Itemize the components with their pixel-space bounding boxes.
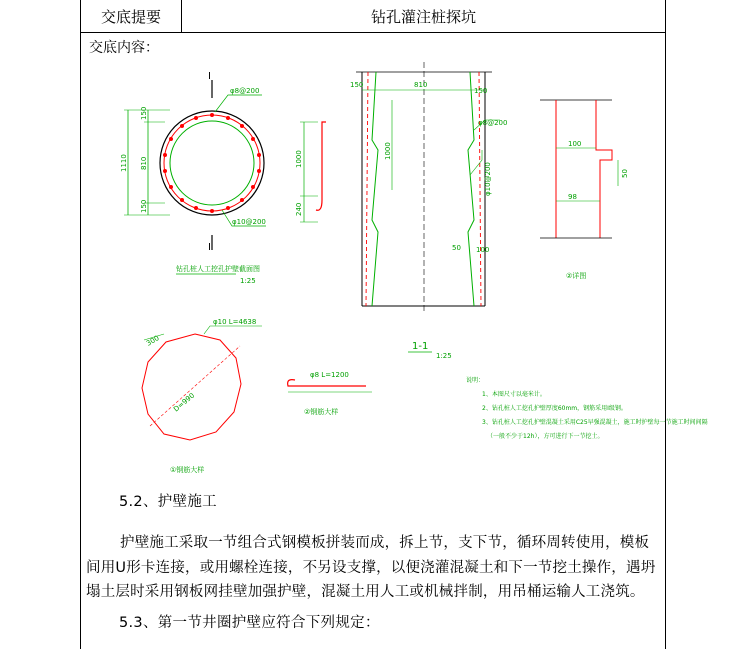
ring-label: φ10 L=4638: [213, 318, 257, 326]
bar1-dim-2: 240: [295, 202, 303, 216]
section-5-2-body: 护壁施工采取一节组合式钢模板拼装而成，拆上节，支下节，循环周转使用，模板间用U形卡连接，或用螺栓连接，不另设支撑，以便浇灌混凝土和下一节挖土操作，遇坍塌土层时采用钢板网挂壁加强护壁，混凝土用人工或机械拌制，用吊桶运输人工浇筑。: [86, 535, 656, 600]
detail-dim-50: 50: [621, 169, 629, 178]
bar-shape-2: [288, 371, 372, 416]
header-left-label: 交底提要: [81, 0, 182, 32]
ring-short: 300: [145, 334, 161, 348]
note-2: 2、钻孔桩人工挖孔护壁厚度60mm，钢筋采用I级钢。: [482, 405, 627, 412]
notes-title: 说明：: [466, 377, 485, 384]
section-dim-mid: 810: [414, 81, 428, 89]
section-mark-bottom: I: [208, 242, 211, 253]
plan-rebar-top: φ8@200: [230, 87, 260, 95]
bar2-title: ②钢筋大样: [304, 408, 339, 416]
detail-dim-100: 100: [568, 140, 582, 148]
plan-title: 钻孔桩人工挖孔护壁截面图: [176, 265, 260, 273]
ring-detail: [142, 318, 262, 474]
plan-scale: 1:25: [240, 277, 256, 285]
plan-dim-top: 150: [140, 106, 148, 120]
plan-dim-mid: 810: [140, 156, 148, 170]
header-title: 钻孔灌注桩探坑: [370, 7, 476, 26]
section-scale: 1:25: [436, 352, 452, 360]
section-dim-inner: 1000: [384, 142, 392, 160]
plan-dim-bottom: 150: [140, 199, 148, 213]
joint-detail: [540, 100, 629, 280]
note-4: （一般不少于12h），方可进行下一节挖土。: [487, 433, 604, 440]
section-rebar-b: φ10@200: [484, 162, 492, 196]
ring-title: ①钢筋大样: [170, 466, 205, 474]
section-dim-b2: 100: [476, 246, 490, 254]
bar1-dim-1: 1000: [295, 150, 303, 168]
section-rebar-a: φ8@200: [478, 119, 508, 127]
section-mark-top: I: [208, 71, 211, 82]
note-1: 1、本图尺寸以毫米计。: [482, 391, 546, 398]
plan-dim-total: 1110: [120, 154, 128, 172]
section-5-3-heading: 5.3、第一节井圈护壁应符合下列规定：: [119, 615, 380, 631]
section-dim-b1: 50: [452, 244, 461, 252]
bar-shape-1: [295, 122, 326, 222]
drawing-notes: [466, 376, 708, 440]
section-5-2-heading: 5.2、护壁施工: [119, 494, 217, 510]
section-dim-right: 150: [474, 87, 488, 95]
detail-title: ②详图: [566, 272, 587, 280]
section-title: 1-1: [412, 341, 429, 352]
plan-rebar-bottom: φ10@200: [232, 218, 266, 226]
note-3: 3、钻孔桩人工挖孔护壁混凝土采用C25早强混凝土，施工时护壁每一节施工时间间隔: [482, 419, 708, 426]
content-label: 交底内容：: [89, 40, 159, 56]
detail-dim-98: 98: [568, 193, 577, 201]
section-view: [350, 62, 507, 360]
section-dim-left: 150: [350, 81, 364, 89]
plan-view: [120, 71, 266, 285]
ring-diameter: D=990: [172, 391, 197, 414]
bar2-label: φ8 L=1200: [310, 371, 349, 379]
